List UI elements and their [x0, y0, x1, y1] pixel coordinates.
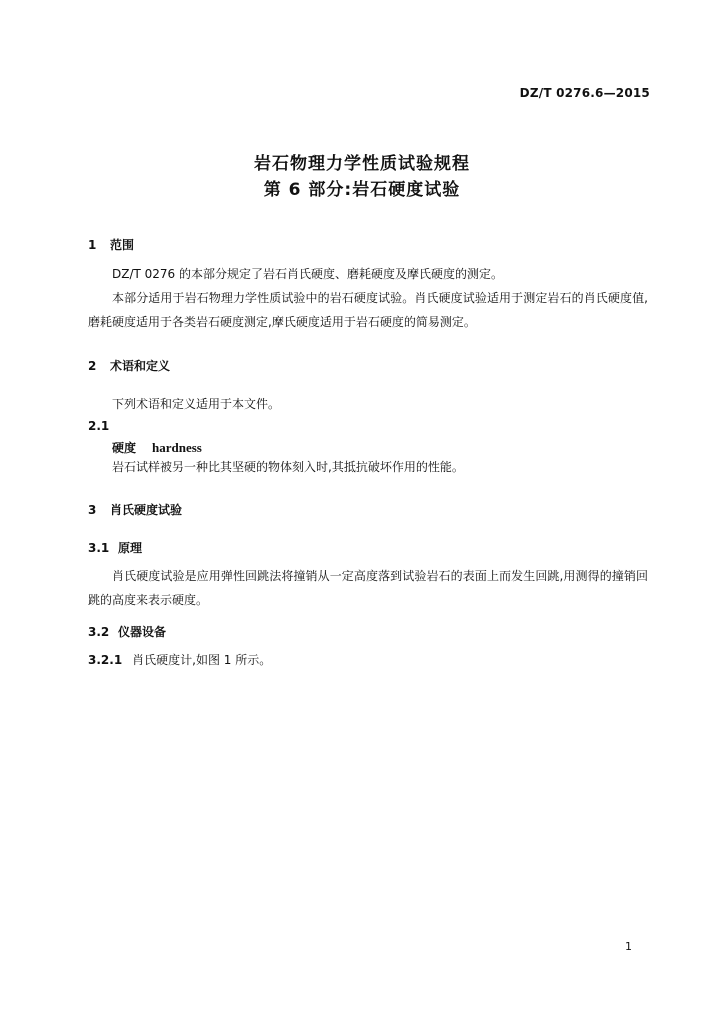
- section-2-paragraph: 下列术语和定义适用于本文件。: [112, 397, 281, 411]
- section-title: 原理: [118, 541, 143, 555]
- page-number: 1: [625, 940, 632, 953]
- term-chinese: 硬度: [112, 441, 137, 455]
- section-3-1-heading: [88, 539, 142, 556]
- section-2-heading: [88, 357, 170, 374]
- section-title: 肖氏硬度试验: [110, 503, 183, 517]
- term-definition: 岩石试样被另一种比其坚硬的物体刻入时,其抵抗破坏作用的性能。: [112, 460, 464, 474]
- section-title: 范围: [110, 238, 135, 252]
- section-title: 仪器设备: [118, 625, 167, 639]
- section-1-heading: [88, 236, 134, 253]
- section-3-2-1: [88, 651, 271, 668]
- section-number: 3.2.1: [88, 653, 123, 667]
- section-3-heading: [88, 501, 182, 518]
- section-1-paragraph-2: 本部分适用于岩石物理力学性质试验中的岩石硬度试验。肖氏硬度试验适用于测定岩石的肖氏硬度值,磨耗硬度适用于各类岩石硬度测定,摩氏硬度适用于岩石硬度的简易测定。: [88, 291, 648, 329]
- section-number: 3.1: [88, 541, 110, 555]
- section-3-2-heading: [88, 623, 166, 640]
- term-english: hardness: [152, 440, 202, 455]
- document-subtitle: 第 6 部分:岩石硬度试验: [263, 180, 461, 200]
- section-3-1-paragraph: 肖氏硬度试验是应用弹性回跳法将撞销从一定高度落到试验岩石的表面上而发生回跳,用测得的撞销回跳的高度来表示硬度。: [88, 569, 648, 607]
- document-code: DZ/T 0276.6—2015: [519, 86, 650, 100]
- section-number: 3.2: [88, 625, 110, 639]
- section-text: 肖氏硬度计,如图 1 所示。: [132, 653, 272, 667]
- section-1-paragraph-1: DZ/T 0276 的本部分规定了岩石肖氏硬度、磨耗硬度及摩氏硬度的测定。: [112, 267, 504, 281]
- section-number: 1: [88, 238, 97, 252]
- section-number: 2: [88, 359, 97, 373]
- section-number: 3: [88, 503, 97, 517]
- section-title: 术语和定义: [110, 359, 171, 373]
- document-title: 岩石物理力学性质试验规程: [254, 154, 470, 174]
- subsection-2-1-number: 2.1: [88, 419, 110, 433]
- term-entry: [112, 439, 202, 456]
